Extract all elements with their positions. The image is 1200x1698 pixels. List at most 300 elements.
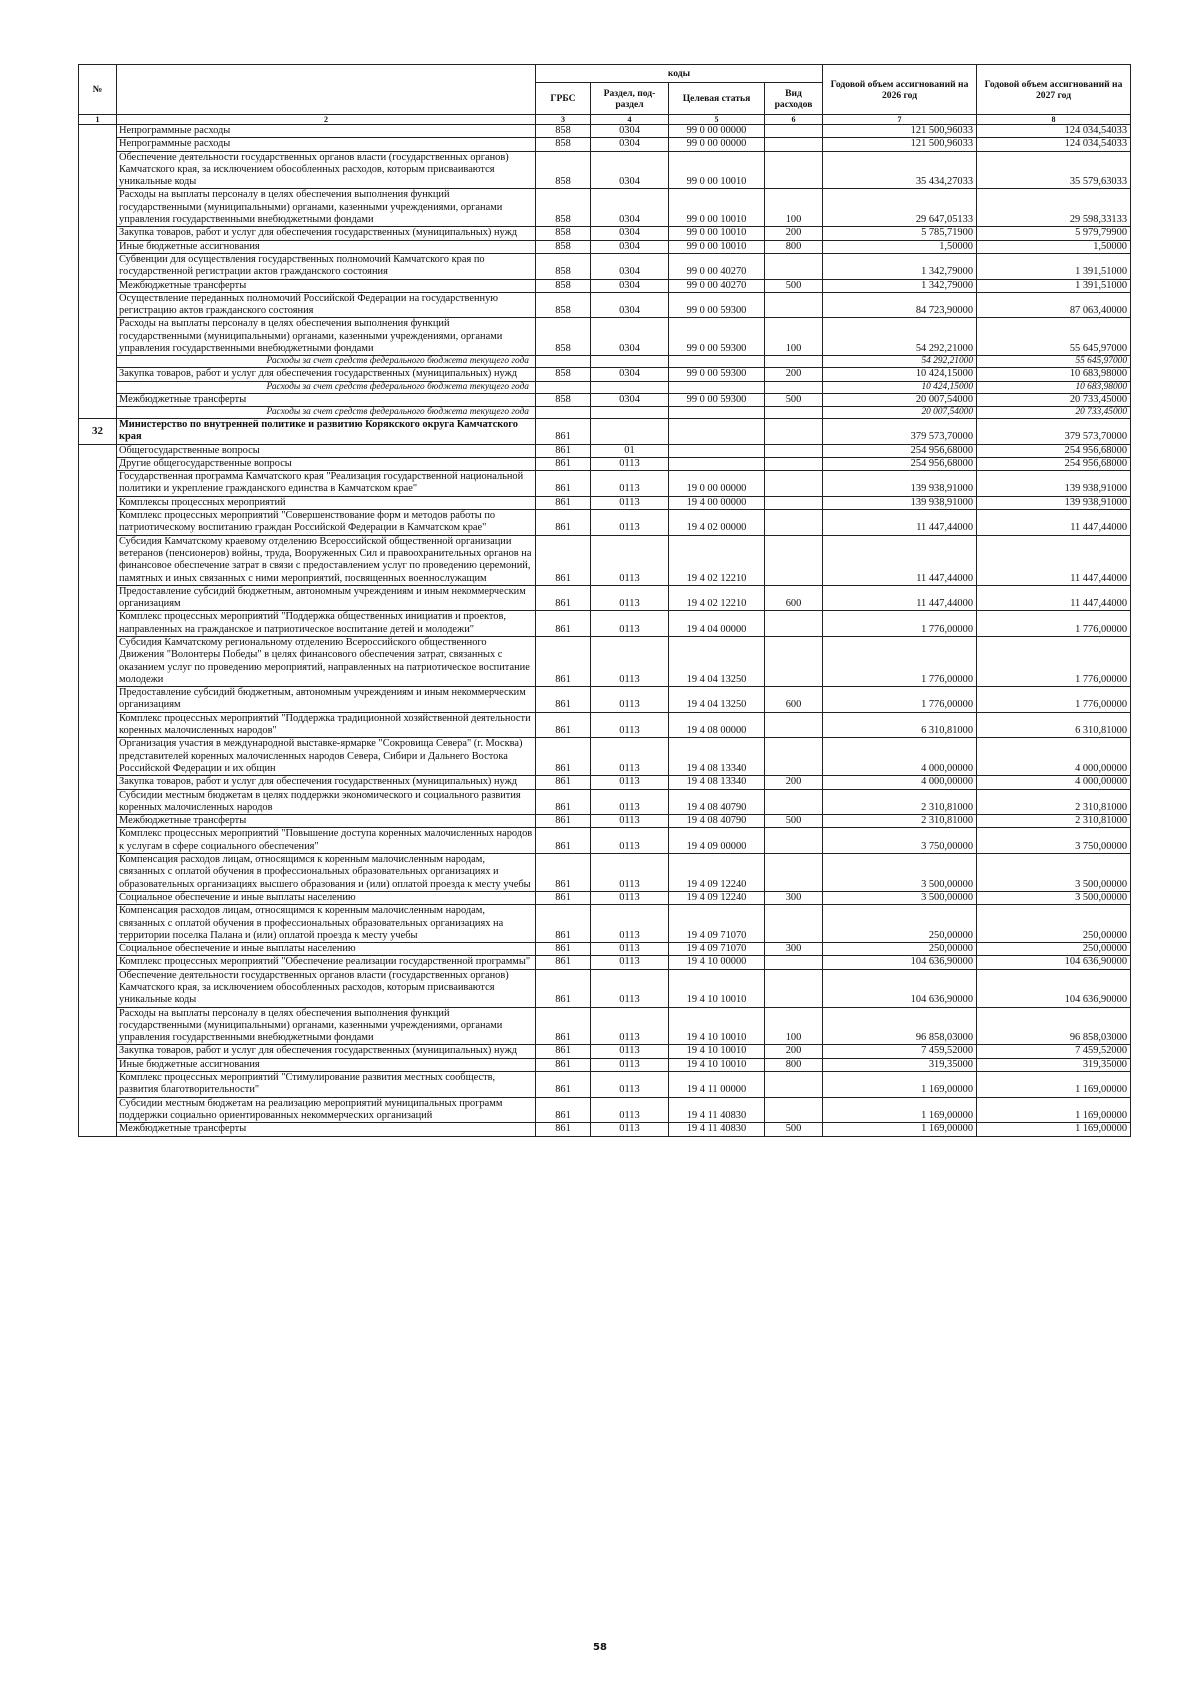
grbs-code: 858: [536, 368, 591, 381]
target-article-code: 19 4 11 00000: [669, 1072, 765, 1098]
target-article-code: 19 4 08 00000: [669, 712, 765, 738]
expense-type-code: [765, 789, 823, 815]
amount-2026: 1 776,00000: [823, 636, 977, 686]
amount-2027: 11 447,44000: [977, 585, 1131, 611]
grbs-code: 858: [536, 292, 591, 318]
grbs-code: [536, 356, 591, 368]
amount-2027: 11 447,44000: [977, 535, 1131, 585]
row-name: Обеспечение деятельности государственных органов власти (государственных органов) Камчатского края, за исключением обособленных расходов, которым присваиваются уникальные коды: [117, 969, 536, 1007]
row-name: Закупка товаров, работ и услуг для обеспечения государственных (муниципальных) нужд: [117, 227, 536, 240]
grbs-code: 861: [536, 712, 591, 738]
amount-2026: 1 169,00000: [823, 1123, 977, 1136]
grbs-code: 861: [536, 956, 591, 969]
razdel-code: 0113: [591, 1058, 669, 1071]
target-article-code: 19 4 09 71070: [669, 905, 765, 943]
column-number: 2: [117, 115, 536, 125]
target-article-code: 19 4 02 00000: [669, 510, 765, 536]
grbs-code: 861: [536, 510, 591, 536]
amount-2027: 5 979,79900: [977, 227, 1131, 240]
expense-type-code: [765, 611, 823, 637]
target-article-code: 19 4 02 12210: [669, 585, 765, 611]
expense-type-code: [765, 381, 823, 393]
table-row: [79, 891, 1131, 904]
row-name: Комплекс процессных мероприятий "Поддержка традиционной хозяйственной деятельности коренных малочисленных народов": [117, 712, 536, 738]
page-number: 58: [593, 1642, 607, 1653]
row-name: Субсидии местным бюджетам в целях поддержки экономического и социального развития коренных малочисленных народов: [117, 789, 536, 815]
row-name: Субсидии местным бюджетам на реализацию мероприятий муниципальных программ поддержки социально ориентированных некоммерческих организаций: [117, 1097, 536, 1123]
expense-type-code: 100: [765, 1007, 823, 1045]
grbs-code: 861: [536, 1097, 591, 1123]
amount-2027: 379 573,70000: [977, 418, 1131, 444]
razdel-code: 0113: [591, 956, 669, 969]
table-row: [79, 905, 1131, 943]
razdel-code: 0304: [591, 279, 669, 292]
amount-2027: 20 733,45000: [977, 406, 1131, 418]
row-name: Комплекс процессных мероприятий "Обеспечение реализации государственной программы": [117, 956, 536, 969]
razdel-code: 0113: [591, 585, 669, 611]
target-article-code: 19 4 10 10010: [669, 969, 765, 1007]
table-row: [79, 1123, 1131, 1136]
amount-2026: 104 636,90000: [823, 969, 977, 1007]
grbs-code: 858: [536, 227, 591, 240]
amount-2026: 139 938,91000: [823, 471, 977, 497]
target-article-code: 19 4 08 13340: [669, 776, 765, 789]
table-row: [79, 611, 1131, 637]
razdel-code: 0113: [591, 457, 669, 470]
row-name: Субвенции для осуществления государственных полномочий Камчатского края по государственной регистрации актов гражданского состояния: [117, 253, 536, 279]
grbs-code: 861: [536, 776, 591, 789]
column-number: 5: [669, 115, 765, 125]
expense-type-code: [765, 444, 823, 457]
target-article-code: [669, 457, 765, 470]
amount-2026: 54 292,21000: [823, 356, 977, 368]
amount-2026: 20 007,54000: [823, 393, 977, 406]
row-name: Межбюджетные трансферты: [117, 815, 536, 828]
target-article-code: 99 0 00 00000: [669, 138, 765, 151]
table-row: [79, 279, 1131, 292]
table-row: [79, 227, 1131, 240]
amount-2026: 104 636,90000: [823, 956, 977, 969]
grbs-code: 858: [536, 240, 591, 253]
expense-type-code: 200: [765, 227, 823, 240]
razdel-code: 0113: [591, 1072, 669, 1098]
target-article-code: 19 4 11 40830: [669, 1123, 765, 1136]
amount-2026: 319,35000: [823, 1058, 977, 1071]
row-name: Расходы за счет средств федерального бюджета текущего года: [117, 356, 536, 368]
amount-2027: 55 645,97000: [977, 318, 1131, 356]
amount-2026: 254 956,68000: [823, 457, 977, 470]
table-row: [79, 510, 1131, 536]
amount-2027: 1 776,00000: [977, 611, 1131, 637]
expense-type-code: [765, 496, 823, 509]
razdel-code: 0304: [591, 253, 669, 279]
razdel-code: 0113: [591, 905, 669, 943]
row-name: Комплекс процессных мероприятий "Совершенствование форм и методов работы по патриотическому воспитанию граждан Российской Федерации в Камчатском крае": [117, 510, 536, 536]
target-article-code: 19 4 04 13250: [669, 687, 765, 713]
row-name: Межбюджетные трансферты: [117, 393, 536, 406]
amount-2027: 4 000,00000: [977, 776, 1131, 789]
amount-2027: 250,00000: [977, 905, 1131, 943]
expense-type-code: 800: [765, 240, 823, 253]
amount-2027: 1 391,51000: [977, 279, 1131, 292]
grbs-code: 861: [536, 535, 591, 585]
table-row: [79, 815, 1131, 828]
expense-type-code: 500: [765, 393, 823, 406]
amount-2026: 4 000,00000: [823, 776, 977, 789]
amount-2027: 1 776,00000: [977, 636, 1131, 686]
expense-type-code: 500: [765, 815, 823, 828]
table-row: [79, 1058, 1131, 1071]
amount-2027: 2 310,81000: [977, 789, 1131, 815]
target-article-code: 99 0 00 10010: [669, 151, 765, 189]
table-row: [79, 292, 1131, 318]
razdel-code: 0304: [591, 240, 669, 253]
grbs-code: 861: [536, 1007, 591, 1045]
grbs-code: 858: [536, 318, 591, 356]
target-article-code: 99 0 00 00000: [669, 125, 765, 138]
grbs-code: 861: [536, 611, 591, 637]
table-row: [79, 535, 1131, 585]
table-row: [79, 1097, 1131, 1123]
amount-2027: 11 447,44000: [977, 510, 1131, 536]
razdel-code: [591, 406, 669, 418]
amount-2026: 10 424,15000: [823, 381, 977, 393]
table-row: [79, 240, 1131, 253]
razdel-code: 0113: [591, 815, 669, 828]
amount-2026: 1 342,79000: [823, 279, 977, 292]
table-row: [79, 738, 1131, 776]
table-row: [79, 138, 1131, 151]
header-grbs: ГРБС: [536, 83, 591, 115]
amount-2026: 29 647,05133: [823, 189, 977, 227]
amount-2027: 87 063,40000: [977, 292, 1131, 318]
row-name: Закупка товаров, работ и услуг для обеспечения государственных (муниципальных) нужд: [117, 776, 536, 789]
razdel-code: 0304: [591, 138, 669, 151]
expense-type-code: [765, 138, 823, 151]
expense-type-code: 600: [765, 687, 823, 713]
target-article-code: [669, 381, 765, 393]
amount-2027: 20 733,45000: [977, 393, 1131, 406]
expense-type-code: [765, 292, 823, 318]
row-name: Комплекс процессных мероприятий "Повышение доступа коренных малочисленных народов к услугам в сфере социального обеспечения": [117, 828, 536, 854]
row-name: Общегосударственные вопросы: [117, 444, 536, 457]
grbs-code: 858: [536, 279, 591, 292]
amount-2027: 7 459,52000: [977, 1045, 1131, 1058]
amount-2026: 2 310,81000: [823, 815, 977, 828]
amount-2027: 1 169,00000: [977, 1097, 1131, 1123]
amount-2027: 250,00000: [977, 943, 1131, 956]
budget-table-page: [78, 64, 1130, 1137]
row-name: Непрограммные расходы: [117, 138, 536, 151]
razdel-code: 0113: [591, 535, 669, 585]
razdel-code: 0113: [591, 828, 669, 854]
target-article-code: 19 4 08 13340: [669, 738, 765, 776]
table-row: [79, 318, 1131, 356]
grbs-code: 861: [536, 943, 591, 956]
amount-2026: 1 776,00000: [823, 687, 977, 713]
expense-type-code: 100: [765, 318, 823, 356]
grbs-code: 861: [536, 828, 591, 854]
grbs-code: 858: [536, 393, 591, 406]
razdel-code: 01: [591, 444, 669, 457]
table-row-note: [79, 381, 1131, 393]
razdel-code: 0304: [591, 318, 669, 356]
amount-2027: 104 636,90000: [977, 956, 1131, 969]
expense-type-code: [765, 471, 823, 497]
amount-2026: 3 500,00000: [823, 891, 977, 904]
expense-type-code: 200: [765, 1045, 823, 1058]
row-name: Иные бюджетные ассигнования: [117, 1058, 536, 1071]
table-row: [79, 712, 1131, 738]
grbs-code: 861: [536, 1045, 591, 1058]
expense-type-code: [765, 636, 823, 686]
target-article-code: 99 0 00 10010: [669, 189, 765, 227]
razdel-code: 0304: [591, 227, 669, 240]
razdel-code: 0304: [591, 189, 669, 227]
table-row: [79, 943, 1131, 956]
amount-2027: 3 500,00000: [977, 854, 1131, 892]
row-number-empty: [79, 444, 117, 1136]
amount-2027: 1 776,00000: [977, 687, 1131, 713]
grbs-code: 858: [536, 253, 591, 279]
grbs-code: 861: [536, 789, 591, 815]
column-number: 8: [977, 115, 1131, 125]
expense-type-code: 500: [765, 279, 823, 292]
row-name: Социальное обеспечение и иные выплаты населению: [117, 891, 536, 904]
row-name: Обеспечение деятельности государственных органов власти (государственных органов) Камчатского края, за исключением обособленных расходов, которым присваиваются уникальные коды: [117, 151, 536, 189]
grbs-code: 861: [536, 496, 591, 509]
header-codes: коды: [536, 65, 823, 83]
amount-2027: 4 000,00000: [977, 738, 1131, 776]
grbs-code: 861: [536, 1072, 591, 1098]
amount-2027: 104 636,90000: [977, 969, 1131, 1007]
table-row-note: [79, 406, 1131, 418]
expense-type-code: [765, 828, 823, 854]
target-article-code: 19 4 04 13250: [669, 636, 765, 686]
expense-type-code: [765, 1072, 823, 1098]
expense-type-code: [765, 510, 823, 536]
razdel-code: 0113: [591, 510, 669, 536]
expense-type-code: 200: [765, 368, 823, 381]
row-name: Комплексы процессных мероприятий: [117, 496, 536, 509]
amount-2027: 254 956,68000: [977, 444, 1131, 457]
target-article-code: 19 4 10 00000: [669, 956, 765, 969]
header-celevaya: Целевая статья: [669, 83, 765, 115]
row-name: Закупка товаров, работ и услуг для обеспечения государственных (муниципальных) нужд: [117, 368, 536, 381]
row-name: Расходы на выплаты персоналу в целях обеспечения выполнения функций государственными (муниципальными) органами, казенными учреждениями, органами управления государственными внебюджетными фондами: [117, 189, 536, 227]
table-row: [79, 585, 1131, 611]
amount-2027: 319,35000: [977, 1058, 1131, 1071]
table-row: [79, 496, 1131, 509]
amount-2027: 3 500,00000: [977, 891, 1131, 904]
amount-2026: 4 000,00000: [823, 738, 977, 776]
expense-type-code: [765, 956, 823, 969]
row-number: 32: [79, 418, 117, 444]
amount-2027: 10 683,98000: [977, 368, 1131, 381]
razdel-code: 0113: [591, 1007, 669, 1045]
grbs-code: 858: [536, 138, 591, 151]
row-name: Закупка товаров, работ и услуг для обеспечения государственных (муниципальных) нужд: [117, 1045, 536, 1058]
expense-type-code: 200: [765, 776, 823, 789]
table-row: [79, 776, 1131, 789]
column-number: 6: [765, 115, 823, 125]
row-name: Предоставление субсидий бюджетным, автономным учреждениям и иным некоммерческим организациям: [117, 585, 536, 611]
row-name: Социальное обеспечение и иные выплаты населению: [117, 943, 536, 956]
amount-2026: 20 007,54000: [823, 406, 977, 418]
header-2027: Годовой объем ассигнований на 2027 год: [977, 65, 1131, 115]
expense-type-code: 100: [765, 189, 823, 227]
table-row: [79, 956, 1131, 969]
expense-type-code: 600: [765, 585, 823, 611]
amount-2026: 6 310,81000: [823, 712, 977, 738]
target-article-code: 19 4 09 00000: [669, 828, 765, 854]
expense-type-code: [765, 1097, 823, 1123]
row-name: Расходы на выплаты персоналу в целях обеспечения выполнения функций государственными (муниципальными) органами, казенными учреждениями, органами управления государственными внебюджетными фондами: [117, 318, 536, 356]
grbs-code: 861: [536, 585, 591, 611]
razdel-code: 0304: [591, 151, 669, 189]
razdel-code: 0113: [591, 776, 669, 789]
expense-type-code: 500: [765, 1123, 823, 1136]
table-row: [79, 418, 1131, 444]
target-article-code: 99 0 00 40270: [669, 253, 765, 279]
table-row-note: [79, 356, 1131, 368]
expense-type-code: [765, 738, 823, 776]
razdel-code: 0113: [591, 712, 669, 738]
expense-type-code: [765, 854, 823, 892]
amount-2027: 55 645,97000: [977, 356, 1131, 368]
target-article-code: 19 4 11 40830: [669, 1097, 765, 1123]
table-row: [79, 1072, 1131, 1098]
razdel-code: 0113: [591, 1045, 669, 1058]
header-name: [117, 65, 536, 115]
razdel-code: 0113: [591, 854, 669, 892]
expense-type-code: [765, 969, 823, 1007]
amount-2026: 11 447,44000: [823, 510, 977, 536]
target-article-code: [669, 444, 765, 457]
amount-2026: 84 723,90000: [823, 292, 977, 318]
expense-type-code: [765, 418, 823, 444]
target-article-code: 19 4 10 10010: [669, 1007, 765, 1045]
grbs-code: 861: [536, 418, 591, 444]
amount-2027: 124 034,54033: [977, 125, 1131, 138]
amount-2026: 1 169,00000: [823, 1072, 977, 1098]
target-article-code: 19 4 00 00000: [669, 496, 765, 509]
amount-2026: 1 342,79000: [823, 253, 977, 279]
amount-2026: 250,00000: [823, 905, 977, 943]
row-name: Непрограммные расходы: [117, 125, 536, 138]
grbs-code: 861: [536, 815, 591, 828]
amount-2027: 1 169,00000: [977, 1123, 1131, 1136]
amount-2026: 1,50000: [823, 240, 977, 253]
amount-2026: 7 459,52000: [823, 1045, 977, 1058]
row-number-empty: [79, 125, 117, 419]
table-row: [79, 444, 1131, 457]
target-article-code: 99 0 00 59300: [669, 393, 765, 406]
razdel-code: 0304: [591, 125, 669, 138]
target-article-code: 19 4 10 10010: [669, 1058, 765, 1071]
razdel-code: [591, 381, 669, 393]
row-name: Другие общегосударственные вопросы: [117, 457, 536, 470]
table-row: [79, 151, 1131, 189]
target-article-code: 19 4 08 40790: [669, 789, 765, 815]
target-article-code: [669, 406, 765, 418]
amount-2027: 35 579,63033: [977, 151, 1131, 189]
target-article-code: 99 0 00 40270: [669, 279, 765, 292]
razdel-code: 0113: [591, 636, 669, 686]
target-article-code: 99 0 00 59300: [669, 368, 765, 381]
table-row: [79, 393, 1131, 406]
column-number: 3: [536, 115, 591, 125]
amount-2027: 1 391,51000: [977, 253, 1131, 279]
expense-type-code: [765, 125, 823, 138]
amount-2026: 3 500,00000: [823, 854, 977, 892]
table-row: [79, 969, 1131, 1007]
amount-2027: 3 750,00000: [977, 828, 1131, 854]
grbs-code: [536, 381, 591, 393]
header-razdel: Раздел, под-раздел: [591, 83, 669, 115]
target-article-code: 19 0 00 00000: [669, 471, 765, 497]
grbs-code: 861: [536, 457, 591, 470]
target-article-code: 19 4 04 00000: [669, 611, 765, 637]
grbs-code: 858: [536, 151, 591, 189]
razdel-code: 0304: [591, 292, 669, 318]
amount-2026: 121 500,96033: [823, 125, 977, 138]
expense-type-code: [765, 535, 823, 585]
expense-type-code: [765, 151, 823, 189]
razdel-code: 0113: [591, 969, 669, 1007]
header-num: №: [79, 65, 117, 115]
table-row: [79, 636, 1131, 686]
amount-2026: 11 447,44000: [823, 535, 977, 585]
expense-type-code: 300: [765, 891, 823, 904]
table-row: [79, 253, 1131, 279]
razdel-code: 0113: [591, 1123, 669, 1136]
row-name: Межбюджетные трансферты: [117, 279, 536, 292]
row-name: Комплекс процессных мероприятий "Стимулирование развития местных сообществ, развития благотворительности": [117, 1072, 536, 1098]
grbs-code: 861: [536, 1123, 591, 1136]
expense-type-code: [765, 905, 823, 943]
grbs-code: 861: [536, 854, 591, 892]
grbs-code: 858: [536, 189, 591, 227]
header-vid: Вид расходов: [765, 83, 823, 115]
target-article-code: 99 0 00 59300: [669, 292, 765, 318]
grbs-code: 861: [536, 444, 591, 457]
amount-2027: 124 034,54033: [977, 138, 1131, 151]
grbs-code: 861: [536, 636, 591, 686]
target-article-code: 99 0 00 59300: [669, 318, 765, 356]
table-body: [79, 125, 1131, 1137]
amount-2026: 11 447,44000: [823, 585, 977, 611]
razdel-code: 0113: [591, 738, 669, 776]
razdel-code: 0113: [591, 496, 669, 509]
expense-type-code: [765, 712, 823, 738]
amount-2026: 96 858,03000: [823, 1007, 977, 1045]
row-name: Компенсация расходов лицам, относящимся к коренным малочисленным народам, связанных с оплатой обучения в профессиональных образовательных организациях на территории поселка Палана и (или) оплатой проезда к месту учебы: [117, 905, 536, 943]
expense-type-code: [765, 406, 823, 418]
row-name: Министерство по внутренней политике и развитию Корякского округа Камчатского края: [117, 418, 536, 444]
grbs-code: 861: [536, 891, 591, 904]
target-article-code: 99 0 00 10010: [669, 240, 765, 253]
amount-2026: 54 292,21000: [823, 318, 977, 356]
grbs-code: [536, 406, 591, 418]
amount-2026: 254 956,68000: [823, 444, 977, 457]
razdel-code: 0304: [591, 368, 669, 381]
row-name: Расходы за счет средств федерального бюджета текущего года: [117, 381, 536, 393]
budget-allocation-table: [78, 64, 1131, 1137]
row-name: Организация участия в международной выставке-ярмарке "Сокровища Севера" (г. Москва) представителей коренных малочисленных народов Севера, Сибири и Дальнего Востока Российской Федерации и их общин: [117, 738, 536, 776]
target-article-code: 19 4 02 12210: [669, 535, 765, 585]
table-row: [79, 471, 1131, 497]
